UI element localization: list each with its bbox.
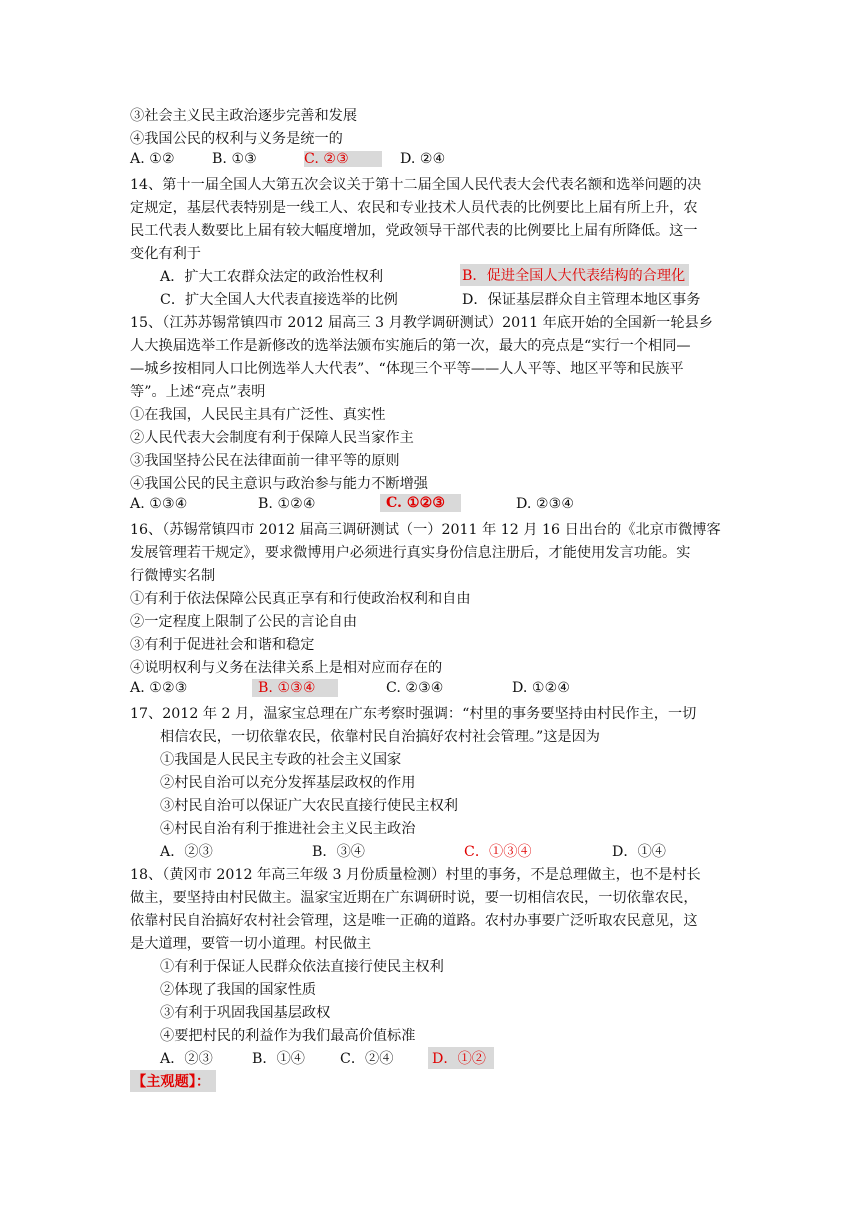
q17-stem-line-2: 相信农民，一切依靠农民，依靠村民自治搞好农村社会管理。”这是因为 [160, 729, 600, 745]
q13-statement-3: ③社会主义民主政治逐步完善和发展 [130, 108, 358, 124]
q16-option-b-answer: B. ①③④ [252, 679, 338, 697]
q14-stem-line-4: 变化有利于 [130, 246, 201, 262]
q18-stem-line-3: 依靠村民自治搞好农村社会管理，这是唯一正确的道路。农村办事要广泛听取农民意见，这 [130, 913, 698, 929]
q15-statement-3: ③我国坚持公民在法律面前一律平等的原则 [130, 453, 400, 469]
q18-option-c: C．②④ [340, 1051, 394, 1067]
q16-statement-3: ③有利于促进社会和谐和稳定 [130, 637, 315, 653]
q16-statement-2: ②一定程度上限制了公民的言论自由 [130, 614, 358, 630]
q15-option-c-answer: C. ①②③ [380, 494, 461, 512]
q18-stem-line-4: 是大道理，要管一切小道理。村民做主 [130, 936, 372, 952]
q15-stem-line-1: 15、（江苏苏锡常镇四市 2012 届高三 3 月教学调研测试）2011 年底开始的全国新一轮县乡 [130, 315, 713, 331]
q15-statement-2: ②人民代表大会制度有利于保障人民当家作主 [130, 430, 414, 446]
q15-stem-line-3: —城乡按相同人口比例选举人大代表”、“体现三个平等——人人平等、地区平等和民族平 [130, 361, 684, 377]
q15-statement-1: ①在我国，人民民主具有广泛性、真实性 [130, 407, 386, 423]
q14-stem-line-3: 民工代表人数要比上届有较大幅度增加，党政领导干部代表的比例要比上届有所降低。这一 [130, 223, 698, 239]
q13-option-c-answer: C. ②③ [304, 151, 382, 167]
q13-option-b: B. ①③ [212, 151, 257, 167]
q14-option-d: D．保证基层群众自主管理本地区事务 [462, 292, 701, 308]
q15-statement-4: ④我国公民的民主意识与政治参与能力不断增强 [130, 476, 428, 492]
q18-stem-line-2: 做主，要坚持由村民做主。温家宝近期在广东调研时说，要一切相信农民，一切依靠农民， [130, 890, 698, 906]
q15-stem-line-4: 等”。上述“亮点”表明 [130, 384, 266, 400]
q17-statement-3: ③村民自治可以保证广大农民直接行使民主权利 [160, 798, 458, 814]
q16-statement-4: ④说明权利与义务在法律关系上是相对应而存在的 [130, 660, 443, 676]
q13-statement-4: ④我国公民的权利与义务是统一的 [130, 131, 343, 147]
q17-option-c-answer: C．①③④ [464, 844, 532, 860]
q13-option-d: D. ②④ [400, 151, 446, 167]
q18-option-d-answer: D．①② [428, 1047, 494, 1069]
q15-stem-line-2: 人大换届选举工作是新修改的选举法颁布实施后的第一次，最大的亮点是“实行一个相同— [130, 338, 691, 354]
q18-statement-1: ①有利于保证人民群众依法直接行使民主权利 [160, 959, 444, 975]
q14-option-c: C．扩大全国人大代表直接选举的比例 [160, 292, 398, 308]
q17-option-b: B．③④ [312, 844, 365, 860]
q17-option-d: D．①④ [612, 844, 666, 860]
q18-statement-4: ④要把村民的利益作为我们最高价值标准 [160, 1028, 416, 1044]
q15-option-b: B. ①②④ [258, 496, 316, 512]
q15-option-d: D. ②③④ [516, 496, 575, 512]
q13-option-a: A. ①② [130, 151, 175, 167]
q15-option-a: A. ①③④ [130, 496, 188, 512]
q16-option-c: C. ②③④ [386, 680, 444, 696]
q14-stem-line-2: 定规定，基层代表特别是一线工人、农民和专业技术人员代表的比例要比上届有所上升，农 [130, 200, 698, 216]
q14-option-a: A．扩大工农群众法定的政治性权利 [160, 269, 384, 285]
q17-option-a: A．②③ [160, 844, 213, 860]
q16-stem-line-3: 行微博实名制 [130, 568, 216, 584]
q16-option-d: D. ①②④ [512, 680, 571, 696]
q16-stem-line-2: 发展管理若干规定》，要求微博用户必须进行真实身份信息注册后，才能使用发言功能。实 [130, 545, 691, 561]
q17-statement-2: ②村民自治可以充分发挥基层政权的作用 [160, 775, 416, 791]
q14-option-b-answer: B．促进全国人大代表结构的合理化 [460, 264, 689, 286]
q17-stem-line-1: 17、2012 年 2 月，温家宝总理在广东考察时强调：“村里的事务要坚持由村民作主，一切 [130, 706, 697, 722]
q18-option-a: A．②③ [160, 1051, 213, 1067]
q16-stem-line-1: 16、（苏锡常镇四市 2012 届高三调研测试（一）2011 年 12 月 16 日出台的《北京市微博客 [130, 522, 721, 538]
q18-option-b: B．①④ [252, 1051, 305, 1067]
q18-stem-line-1: 18、（黄冈市 2012 年高三年级 3 月份质量检测）村里的事务，不是总理做主，也不是村长 [130, 867, 701, 883]
q16-option-a: A. ①②③ [130, 680, 188, 696]
q16-statement-1: ①有利于依法保障公民真正享有和行使政治权利和自由 [130, 591, 471, 607]
q14-stem-line-1: 14、第十一届全国人大第五次会议关于第十二届全国人民代表大会代表名额和选举问题的决 [130, 177, 702, 193]
q17-statement-4: ④村民自治有利于推进社会主义民主政治 [160, 821, 416, 837]
q18-statement-3: ③有利于巩固我国基层政权 [160, 1005, 331, 1021]
q17-statement-1: ①我国是人民民主专政的社会主义国家 [160, 752, 402, 768]
subjective-section-heading: 【主观题】： [130, 1070, 216, 1092]
q18-statement-2: ②体现了我国的国家性质 [160, 982, 317, 998]
